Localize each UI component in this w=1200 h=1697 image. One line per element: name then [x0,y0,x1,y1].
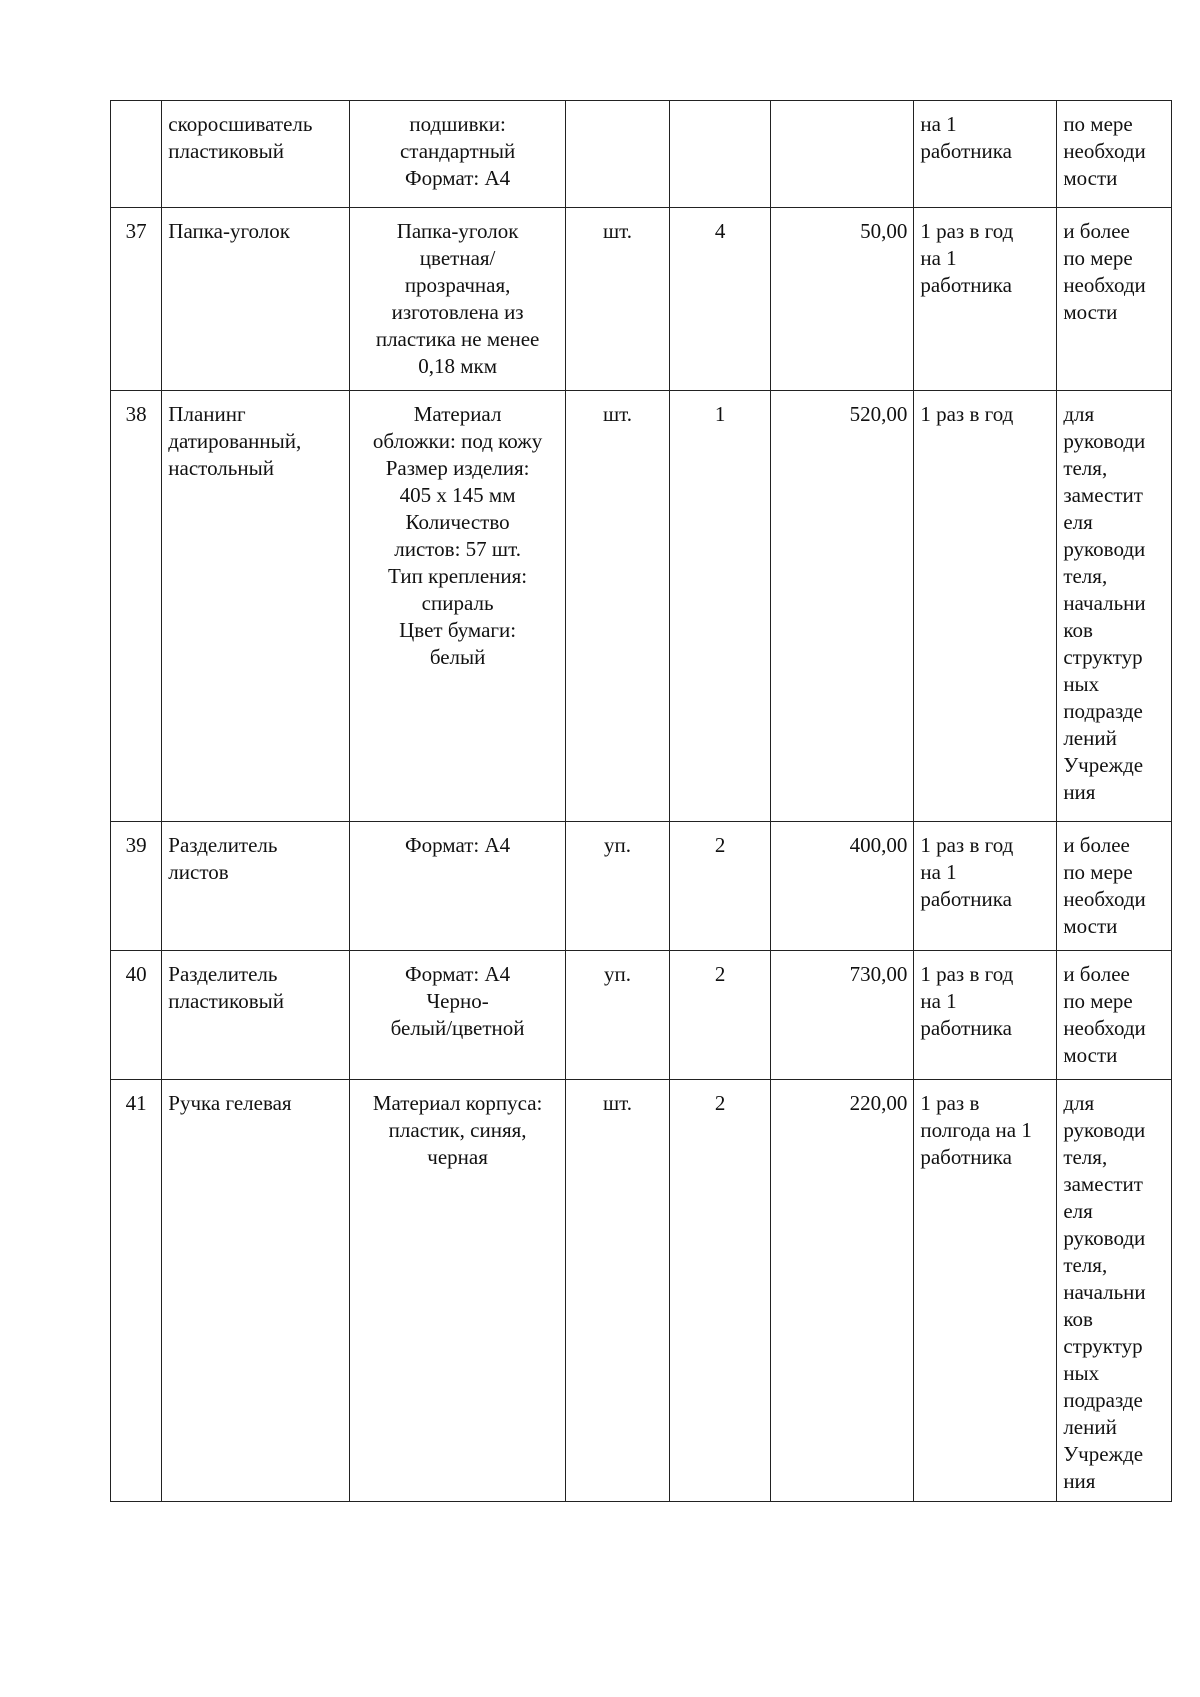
item-quantity: 2 [669,951,771,1080]
item-price [771,101,914,208]
item-name: Планинг датированный, настольный [162,391,350,822]
row-number [111,101,162,208]
item-period: 1 раз в год на 1 работника [914,822,1057,951]
item-unit: уп. [566,822,670,951]
item-spec: Папка-уголок цветная/ прозрачная, изготовлена из пластика не менее 0,18 мкм [350,208,566,391]
item-quantity: 1 [669,391,771,822]
item-note: для руководи теля, заместит еля руководи теля, начальни ков структур ных подразде лений Учрежде ния [1057,1080,1172,1502]
item-note: и более по мере необходи мости [1057,951,1172,1080]
table-row [111,951,1172,1080]
table-row [111,208,1172,391]
item-name: Разделитель листов [162,822,350,951]
item-quantity: 2 [669,1080,771,1502]
row-number: 39 [111,822,162,951]
item-name: Ручка гелевая [162,1080,350,1502]
item-note: по мере необходи мости [1057,101,1172,208]
item-spec: Формат: А4 Черно- белый/цветной [350,951,566,1080]
item-spec: Формат: А4 [350,822,566,951]
table-row [111,391,1172,822]
item-period: 1 раз в полгода на 1 работника [914,1080,1057,1502]
item-name: Папка-уголок [162,208,350,391]
row-number: 40 [111,951,162,1080]
row-number: 37 [111,208,162,391]
row-number: 38 [111,391,162,822]
item-price: 50,00 [771,208,914,391]
item-note: для руководи теля, заместит еля руководи теля, начальни ков структур ных подразде лений Учрежде ния [1057,391,1172,822]
item-quantity [669,101,771,208]
item-period: 1 раз в год на 1 работника [914,951,1057,1080]
item-note: и более по мере необходи мости [1057,208,1172,391]
item-spec: Материал корпуса: пластик, синяя, черная [350,1080,566,1502]
supplies-table [110,100,1172,1502]
item-price: 220,00 [771,1080,914,1502]
item-period: на 1 работника [914,101,1057,208]
item-quantity: 2 [669,822,771,951]
table-row [111,822,1172,951]
item-period: 1 раз в год [914,391,1057,822]
item-unit: шт. [566,391,670,822]
table-row [111,1080,1172,1502]
item-unit: шт. [566,208,670,391]
item-price: 520,00 [771,391,914,822]
item-price: 400,00 [771,822,914,951]
item-name: скоросшиватель пластиковый [162,101,350,208]
item-unit: шт. [566,1080,670,1502]
item-note: и более по мере необходи мости [1057,822,1172,951]
row-number: 41 [111,1080,162,1502]
item-price: 730,00 [771,951,914,1080]
item-unit: уп. [566,951,670,1080]
item-unit [566,101,670,208]
item-period: 1 раз в год на 1 работника [914,208,1057,391]
item-quantity: 4 [669,208,771,391]
item-name: Разделитель пластиковый [162,951,350,1080]
item-spec: подшивки: стандартный Формат: А4 [350,101,566,208]
item-spec: Материал обложки: под кожу Размер изделия: 405 х 145 мм Количество листов: 57 шт. Тип крепления: спираль Цвет бумаги: белый [350,391,566,822]
table-row [111,101,1172,208]
